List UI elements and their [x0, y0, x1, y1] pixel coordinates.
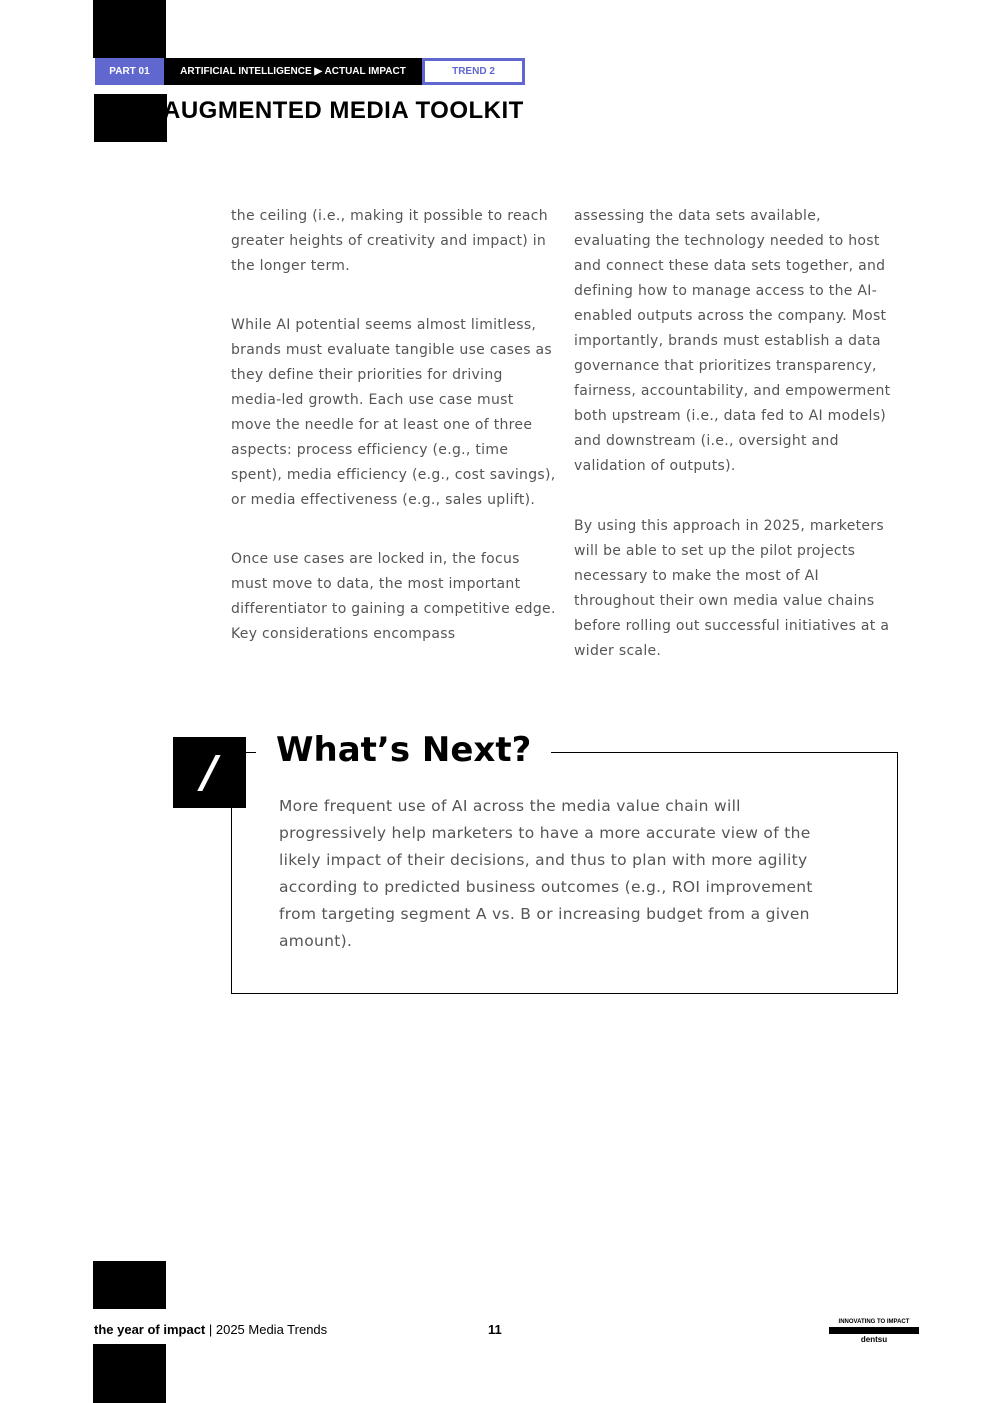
- paragraph: the ceiling (i.e., making it possible to reach greater heights of creativity and impact) in the longer term.: [231, 208, 548, 274]
- dentsu-logo: [829, 1318, 919, 1345]
- paragraph: assessing the data sets available, evaluating the technology needed to host and connect these data sets together, and defining how to manage access to the AI-enabled outputs across the company. Most importantly, brands must establish a data governance that prioritizes transparency, fairness, accountability, and empowerment both upstream (i.e., data fed to AI models) and downstream (i.e., oversight and validation of outputs).: [574, 208, 891, 474]
- slash-icon: /: [173, 737, 246, 808]
- corner-block-footer-bottom: [93, 1344, 166, 1403]
- whats-next-text: More frequent use of AI across the media value chain will progressively help marketers to have a more accurate view of the likely impact of their decisions, and thus to plan with more agility according to predicted business outcomes (e.g., ROI improvement from targeting segment A vs. B or increasing budget from a given amount).: [279, 797, 813, 950]
- page-number: 11: [488, 1322, 502, 1337]
- whats-next-title: What’s Next?: [256, 730, 551, 770]
- paragraph: By using this approach in 2025, marketers will be able to set up the pilot projects necessary to make the most of AI throughout their own media value chains before rolling out successful initiatives at a wider scale.: [574, 518, 890, 659]
- paragraph: Once use cases are locked in, the focus must move to data, the most important differentiator to gaining a competitive edge. Key considerations encompass: [231, 551, 556, 642]
- breadcrumb: [95, 58, 525, 85]
- footer-brand-rest: | 2025 Media Trends: [205, 1322, 328, 1337]
- corner-block-title: [94, 94, 167, 142]
- paragraph: While AI potential seems almost limitless, brands must evaluate tangible use cases as they define their priorities for driving media-led growth. Each use case must move the needle for at least one of three aspects: process efficiency (e.g., time spent), media efficiency (e.g., cost savings), or media effectiveness (e.g., sales uplift).: [231, 317, 556, 508]
- logo-wordmark: dentsu: [860, 1335, 888, 1344]
- logo-tagline: INNOVATING TO IMPACT: [838, 1319, 910, 1325]
- body-column-right: [574, 204, 900, 698]
- section-path-tag: ARTIFICIAL INTELLIGENCE ▶ ACTUAL IMPACT: [164, 58, 422, 85]
- footer-brand: [94, 1322, 327, 1337]
- body-column-left: [231, 204, 557, 681]
- corner-block-top: [93, 0, 166, 58]
- logo-bar: [829, 1327, 919, 1334]
- part-tag: PART 01: [95, 58, 164, 85]
- page-title: AUGMENTED MEDIA TOOLKIT: [163, 97, 524, 124]
- corner-block-footer-top: [93, 1261, 166, 1309]
- trend-tag: TREND 2: [422, 58, 525, 85]
- footer-brand-bold: the year of impact: [94, 1322, 206, 1337]
